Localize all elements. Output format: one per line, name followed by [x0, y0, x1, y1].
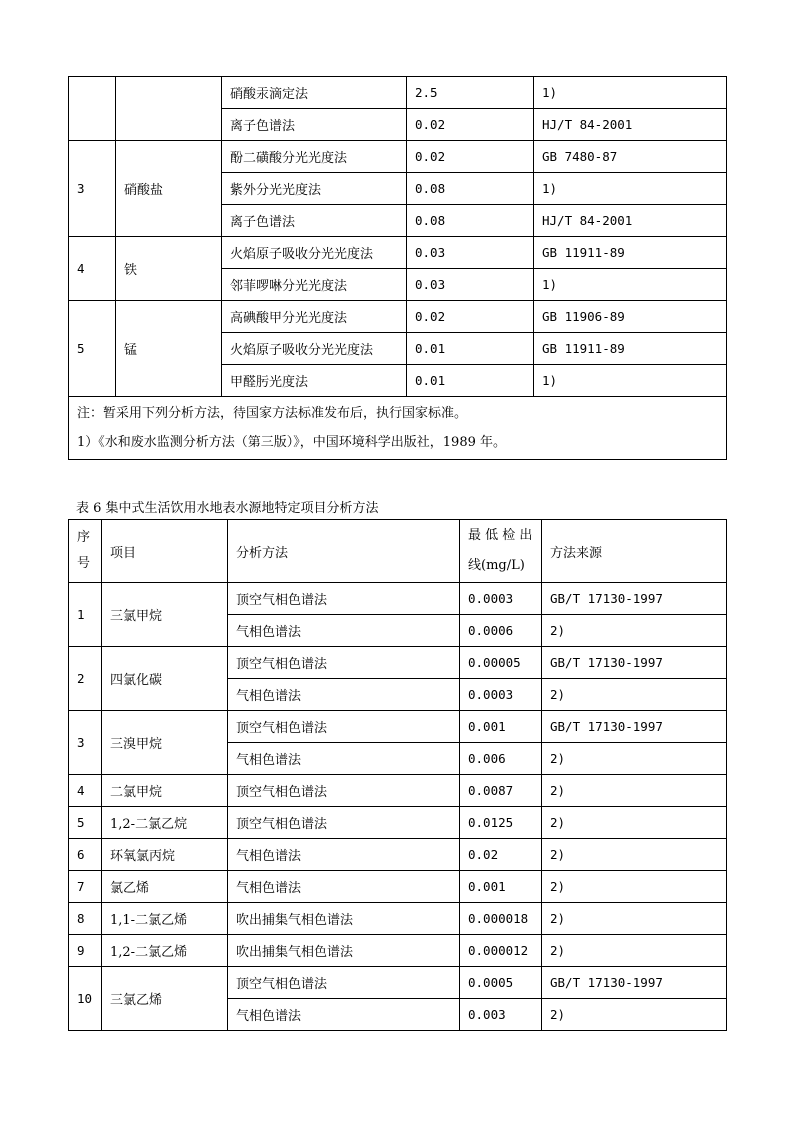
- seq-cell: 4: [69, 775, 102, 807]
- item-cell: [116, 77, 222, 141]
- table-row: [69, 775, 727, 807]
- lod-cell: 0.02: [407, 109, 534, 141]
- source-cell: GB 7480-87: [534, 141, 727, 173]
- source-cell: 1): [534, 77, 727, 109]
- method-cell: 吹出捕集气相色谱法: [228, 903, 460, 935]
- table-6: [68, 519, 727, 1031]
- table-row: [69, 141, 727, 173]
- method-cell: 离子色谱法: [222, 109, 407, 141]
- source-cell: 2): [542, 775, 727, 807]
- item-cell: 三氯甲烷: [102, 583, 228, 647]
- item-cell: 环氧氯丙烷: [102, 839, 228, 871]
- lod-cell: 0.02: [407, 301, 534, 333]
- seq-cell: 2: [69, 647, 102, 711]
- method-cell: 酚二磺酸分光光度法: [222, 141, 407, 173]
- table-caption: 表 6 集中式生活饮用水地表水源地特定项目分析方法: [76, 501, 379, 516]
- lod-cell: 0.0125: [460, 807, 542, 839]
- seq-cell: 10: [69, 967, 102, 1031]
- method-cell: 火焰原子吸收分光光度法: [222, 333, 407, 365]
- method-cell: 顶空气相色谱法: [228, 775, 460, 807]
- seq-cell: 8: [69, 903, 102, 935]
- source-cell: GB 11906-89: [534, 301, 727, 333]
- source-cell: GB 11911-89: [534, 333, 727, 365]
- seq-cell: 3: [69, 141, 116, 237]
- lod-cell: 0.001: [460, 711, 542, 743]
- item-cell: 四氯化碳: [102, 647, 228, 711]
- method-cell: 气相色谱法: [228, 839, 460, 871]
- item-cell: 氯乙烯: [102, 871, 228, 903]
- source-cell: 1): [534, 173, 727, 205]
- source-cell: 1): [534, 269, 727, 301]
- item-cell: 三溴甲烷: [102, 711, 228, 775]
- lod-cell: 0.08: [407, 173, 534, 205]
- note-cell: [69, 397, 727, 460]
- table-5-continued: [68, 76, 727, 460]
- seq-cell: 1: [69, 583, 102, 647]
- seq-cell: 6: [69, 839, 102, 871]
- method-cell: 顶空气相色谱法: [228, 583, 460, 615]
- table-row: [69, 807, 727, 839]
- method-cell: 高碘酸甲分光光度法: [222, 301, 407, 333]
- seq-cell: 4: [69, 237, 116, 301]
- source-cell: 2): [542, 871, 727, 903]
- item-cell: 硝酸盐: [116, 141, 222, 237]
- method-cell: 甲醛肟光度法: [222, 365, 407, 397]
- source-cell: HJ/T 84-2001: [534, 205, 727, 237]
- method-cell: 气相色谱法: [228, 615, 460, 647]
- method-cell: 硝酸汞滴定法: [222, 77, 407, 109]
- table-row: [69, 77, 727, 109]
- table-row: [69, 871, 727, 903]
- method-cell: 离子色谱法: [222, 205, 407, 237]
- header-seq: 序号: [69, 520, 102, 583]
- table-row: [69, 237, 727, 269]
- item-cell: 二氯甲烷: [102, 775, 228, 807]
- method-cell: 邻菲啰啉分光光度法: [222, 269, 407, 301]
- lod-cell: 0.03: [407, 269, 534, 301]
- source-cell: GB/T 17130-1997: [542, 583, 727, 615]
- source-cell: 2): [542, 935, 727, 967]
- item-cell: 1,2-二氯乙烯: [102, 935, 228, 967]
- method-cell: 顶空气相色谱法: [228, 807, 460, 839]
- table-row: [69, 647, 727, 679]
- seq-cell: 5: [69, 807, 102, 839]
- source-cell: 2): [542, 839, 727, 871]
- lod-cell: 0.000018: [460, 903, 542, 935]
- lod-cell: 0.001: [460, 871, 542, 903]
- lod-cell: 0.0087: [460, 775, 542, 807]
- note-row: [69, 397, 727, 460]
- lod-cell: 0.0006: [460, 615, 542, 647]
- source-cell: GB/T 17130-1997: [542, 711, 727, 743]
- seq-cell: 7: [69, 871, 102, 903]
- method-cell: 气相色谱法: [228, 999, 460, 1031]
- lod-cell: 0.03: [407, 237, 534, 269]
- method-cell: 顶空气相色谱法: [228, 967, 460, 999]
- item-cell: 1,1-二氯乙烯: [102, 903, 228, 935]
- table-row: [69, 301, 727, 333]
- method-cell: 吹出捕集气相色谱法: [228, 935, 460, 967]
- seq-cell: 5: [69, 301, 116, 397]
- table-row: [69, 903, 727, 935]
- item-cell: 铁: [116, 237, 222, 301]
- lod-cell: 0.006: [460, 743, 542, 775]
- source-cell: 2): [542, 999, 727, 1031]
- table-row: [69, 711, 727, 743]
- lod-cell: 2.5: [407, 77, 534, 109]
- source-cell: 2): [542, 679, 727, 711]
- lod-cell: 0.0005: [460, 967, 542, 999]
- source-cell: GB/T 17130-1997: [542, 967, 727, 999]
- table-header-row: [69, 520, 727, 583]
- header-method: 分析方法: [228, 520, 460, 583]
- lod-cell: 0.01: [407, 365, 534, 397]
- lod-cell: 0.00005: [460, 647, 542, 679]
- method-cell: 紫外分光光度法: [222, 173, 407, 205]
- source-cell: HJ/T 84-2001: [534, 109, 727, 141]
- source-cell: 2): [542, 903, 727, 935]
- table-row: [69, 935, 727, 967]
- seq-cell: 9: [69, 935, 102, 967]
- header-source: 方法来源: [542, 520, 727, 583]
- table-row: [69, 839, 727, 871]
- lod-cell: 0.08: [407, 205, 534, 237]
- source-cell: 1): [534, 365, 727, 397]
- source-cell: GB 11911-89: [534, 237, 727, 269]
- note-line: 注：暂采用下列分析方法，待国家方法标准发布后，执行国家标准。: [77, 406, 468, 421]
- lod-cell: 0.01: [407, 333, 534, 365]
- lod-cell: 0.0003: [460, 583, 542, 615]
- seq-cell: [69, 77, 116, 141]
- source-cell: 2): [542, 807, 727, 839]
- lod-cell: 0.0003: [460, 679, 542, 711]
- item-cell: 三氯乙烯: [102, 967, 228, 1031]
- source-cell: 2): [542, 743, 727, 775]
- method-cell: 顶空气相色谱法: [228, 647, 460, 679]
- method-cell: 气相色谱法: [228, 871, 460, 903]
- lod-cell: 0.02: [407, 141, 534, 173]
- note-line: 1）《水和废水监测分析方法（第三版）》，中国环境科学出版社，1989 年。: [77, 435, 506, 450]
- header-lod: 最 低 检 出线(mg/L): [460, 520, 542, 583]
- table-row: [69, 967, 727, 999]
- item-cell: 1,2-二氯乙烷: [102, 807, 228, 839]
- seq-cell: 3: [69, 711, 102, 775]
- method-cell: 气相色谱法: [228, 743, 460, 775]
- lod-cell: 0.02: [460, 839, 542, 871]
- lod-cell: 0.003: [460, 999, 542, 1031]
- method-cell: 气相色谱法: [228, 679, 460, 711]
- header-item: 项目: [102, 520, 228, 583]
- source-cell: GB/T 17130-1997: [542, 647, 727, 679]
- table-row: [69, 583, 727, 615]
- method-cell: 顶空气相色谱法: [228, 711, 460, 743]
- source-cell: 2): [542, 615, 727, 647]
- lod-cell: 0.000012: [460, 935, 542, 967]
- method-cell: 火焰原子吸收分光光度法: [222, 237, 407, 269]
- item-cell: 锰: [116, 301, 222, 397]
